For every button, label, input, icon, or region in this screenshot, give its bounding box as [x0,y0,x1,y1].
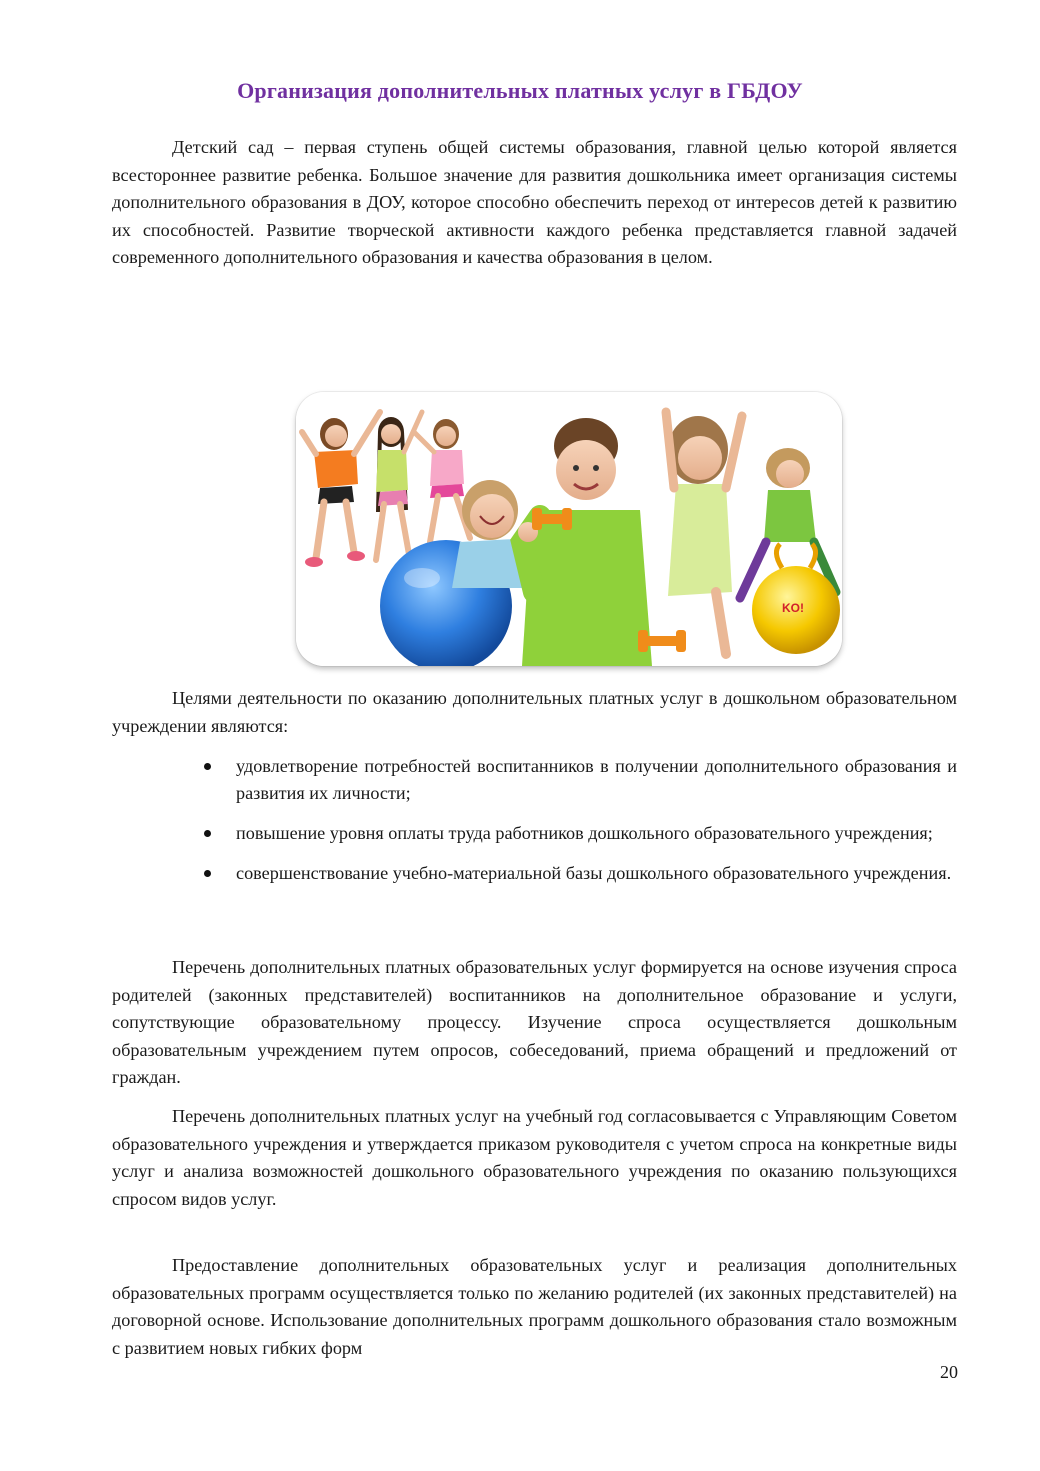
bullet-dot-icon [204,870,211,877]
list-item [200,820,957,847]
bullet-dot-icon [204,830,211,837]
approval-paragraph: Перечень дополнительных платных услуг на учебный год согласовывается с Управляющим Советом образовательного учреждения и утверждается приказом руководителя с учетом спроса на конкретные виды услуг и анализа возможностей дошкольного образовательного учреждения по оказанию пользующихся спросом видов услуг. [112,1106,957,1209]
list-item-text: удовлетворение потребностей воспитанников в получении дополнительного образования и развития их личности; [236,756,957,803]
list-item [200,753,957,807]
hopper-ball-label: KO! [782,601,804,615]
children-sports-photo [296,392,842,666]
list-item [200,860,957,887]
goals-list [200,753,957,900]
services-list-paragraph: Перечень дополнительных платных образовательных услуг формируется на основе изучения спроса родителей (законных представителей) воспитанников на дополнительное образование и услуги, сопутствующие образовательному процессу. Изучение спроса осуществляется дошкольным образовательным учреждением путем опросов, собеседований, приема обращений и предложений от граждан. [112,957,957,1087]
intro-paragraph: Детский сад – первая ступень общей системы образования, главной целью которой является всестороннее развитие ребенка. Большое значение для развития дошкольника имеет организация системы дополнительного образования в ДОУ, которое способно обеспечить переход от интересов детей к развитию их способностей. Развитие творческой активности каждого ребенка представляется главной задачей современного дополнительного образования и качества образования в целом. [112,137,957,267]
page-title: Организация дополнительных платных услуг в ГБДОУ [237,78,803,103]
list-item-text: повышение уровня оплаты труда работников дошкольного образовательного учреждения; [236,823,933,843]
list-item-text: совершенствование учебно-материальной базы дошкольного образовательного учреждения. [236,863,952,883]
page-number: 20 [940,1362,958,1382]
goals-intro-paragraph: Целями деятельности по оказанию дополнительных платных услуг в дошкольном образовательном учреждении являются: [112,688,957,736]
provision-paragraph: Предоставление дополнительных образовательных услуг и реализация дополнительных образовательных программ осуществляется только по желанию родителей (их законных представителей) на договорной основе. Использование дополнительных программ дошкольного образования стало возможным с развитием новых гибких форм [112,1255,957,1358]
bullet-dot-icon [204,763,211,770]
